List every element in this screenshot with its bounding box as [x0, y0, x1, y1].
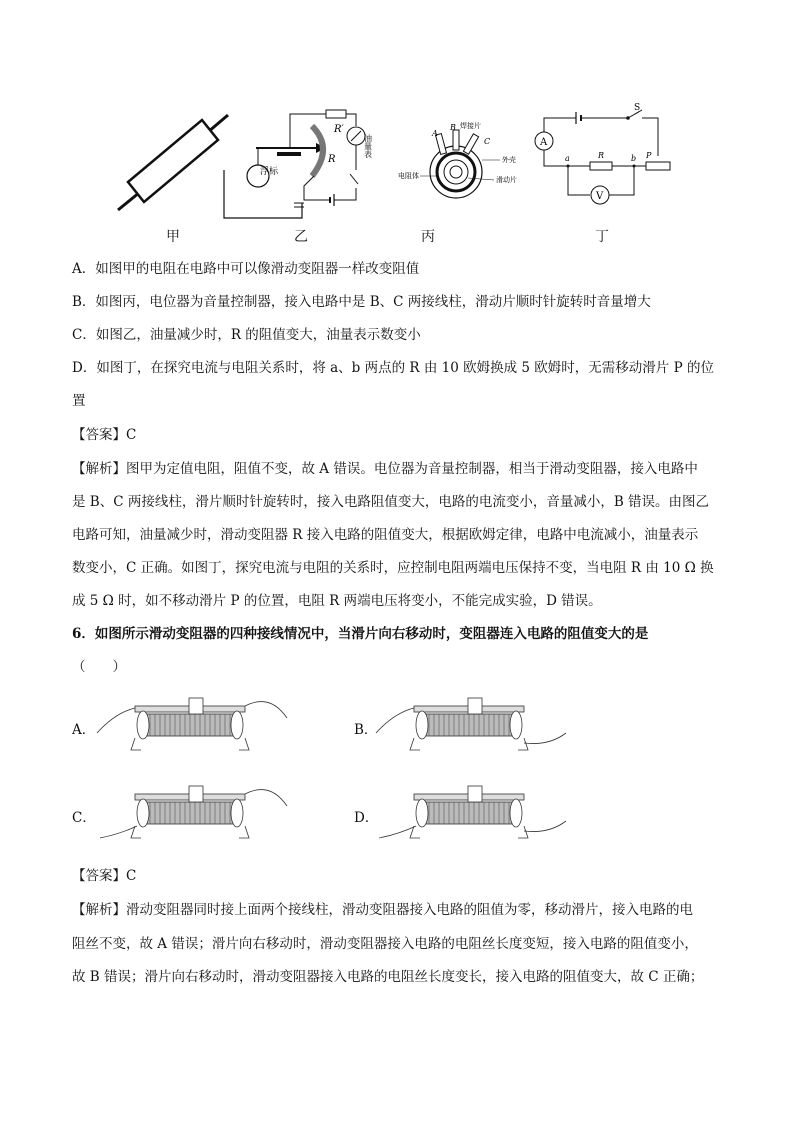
svg-text:a: a: [565, 154, 570, 163]
q6-option-a-label: A．: [72, 722, 96, 738]
q6-analysis-3: 故 B 错误；滑片向右移动时，滑动变阻器接入电路的电阻丝长度变长，接入电路的阻值变大，故 C 正确；: [72, 969, 704, 985]
q5-option-d: D．如图丁，在探究电流与电阻关系时，将 a、b 两点的 R 由 10 欧姆换成 5 欧姆时，无需移动滑片 P 的位: [72, 360, 714, 376]
caption-bing: 丙: [421, 229, 435, 245]
svg-text:B: B: [450, 123, 456, 132]
svg-text:C: C: [484, 137, 491, 146]
svg-text:V: V: [596, 191, 604, 202]
rheostat-figure-c: [95, 776, 290, 846]
q5-analysis-5: 成 5 Ω 时，如不移动滑片 P 的位置，电阻 R 两端电压将变小，不能完成实验，D 错误。: [72, 593, 602, 609]
q5-analysis-4: 数变小，C 正确。如图丁，探究电流与电阻的关系时，应控制电阻两端电压保持不变，当电阻 R 由 10 Ω 换: [72, 560, 714, 576]
q6-option-c-label: C．: [72, 810, 96, 826]
q5-option-c: C．如图乙，油量减少时，R 的阻值变大，油量表示数变小: [72, 327, 421, 343]
figure-yi-fuel-gauge: [222, 108, 382, 220]
q6-answer: 【答案】C: [72, 868, 137, 884]
q6-option-b-label: B．: [354, 722, 378, 738]
svg-text:A: A: [540, 137, 548, 148]
rheostat-figure-a: [95, 688, 290, 758]
q5-analysis-3: 电路可知，油量减少时，滑动变阻器 R 接入电路的阻值变大，根据欧姆定律，电路中电流减小，油量表示: [72, 527, 699, 543]
figure-ding-circuit: [528, 100, 678, 215]
q5-option-a: A．如图甲的电阻在电路中可以像滑动变阻器一样改变阻值: [72, 261, 420, 277]
q5-analysis-2: 是 B、C 两接线柱，滑片顺时针旋转时，接入电路阻值变大，电路的电流变小，音量减小，B 错误。由图乙: [72, 494, 710, 510]
svg-text:A: A: [432, 129, 438, 138]
caption-jia: 甲: [166, 229, 180, 245]
rheostat-figure-d: [374, 776, 569, 846]
q6-paren: （ ）: [72, 659, 126, 675]
svg-text:外壳: 外壳: [502, 156, 516, 164]
float-label: 浮标: [260, 167, 279, 177]
svg-text:电阻体: 电阻体: [398, 172, 419, 180]
q5-option-d-cont: 置: [72, 393, 86, 409]
R-label: R: [328, 154, 336, 165]
q5-analysis-1: 【解析】图甲为定值电阻，阻值不变，故 A 错误。电位器为音量控制器，相当于滑动变阻器，接入电路中: [72, 461, 698, 477]
q6-question: 6．如图所示滑动变阻器的四种接线情况中，当滑片向右移动时，变阻器连入电路的阻值变大的是: [72, 626, 649, 642]
q5-option-b: B．如图丙，电位器为音量控制器，接入电路中是 B、C 两接线柱，滑动片顺时针旋转时音量增大: [72, 294, 651, 310]
svg-text:R: R: [598, 151, 605, 160]
q5-answer: 【答案】C: [72, 427, 137, 443]
figure-bing-potentiometer: [398, 120, 538, 215]
svg-text:S: S: [634, 103, 641, 113]
q6-option-d-label: D．: [354, 810, 379, 826]
caption-ding: 丁: [595, 229, 609, 245]
figure-jia-fixed-resistor: [110, 110, 235, 215]
svg-text:焊接片: 焊接片: [460, 122, 481, 130]
R-prime-label: R′: [334, 124, 344, 135]
svg-text:P: P: [646, 151, 652, 160]
svg-text:b: b: [631, 154, 637, 163]
meter-label: 油量表: [363, 134, 373, 158]
rheostat-figure-b: [374, 688, 569, 758]
q6-analysis-2: 阻丝不变，故 A 错误；滑片向右移动时，滑动变阻器接入电路的电阻丝长度变短，接入电路的阻值变小，: [72, 936, 698, 952]
svg-text:滑动片: 滑动片: [496, 176, 517, 184]
q6-analysis-1: 【解析】滑动变阻器同时接上面两个接线柱，滑动变阻器接入电路的阻值为零，移动滑片，接入电路的电: [72, 902, 693, 918]
caption-yi: 乙: [294, 229, 308, 245]
